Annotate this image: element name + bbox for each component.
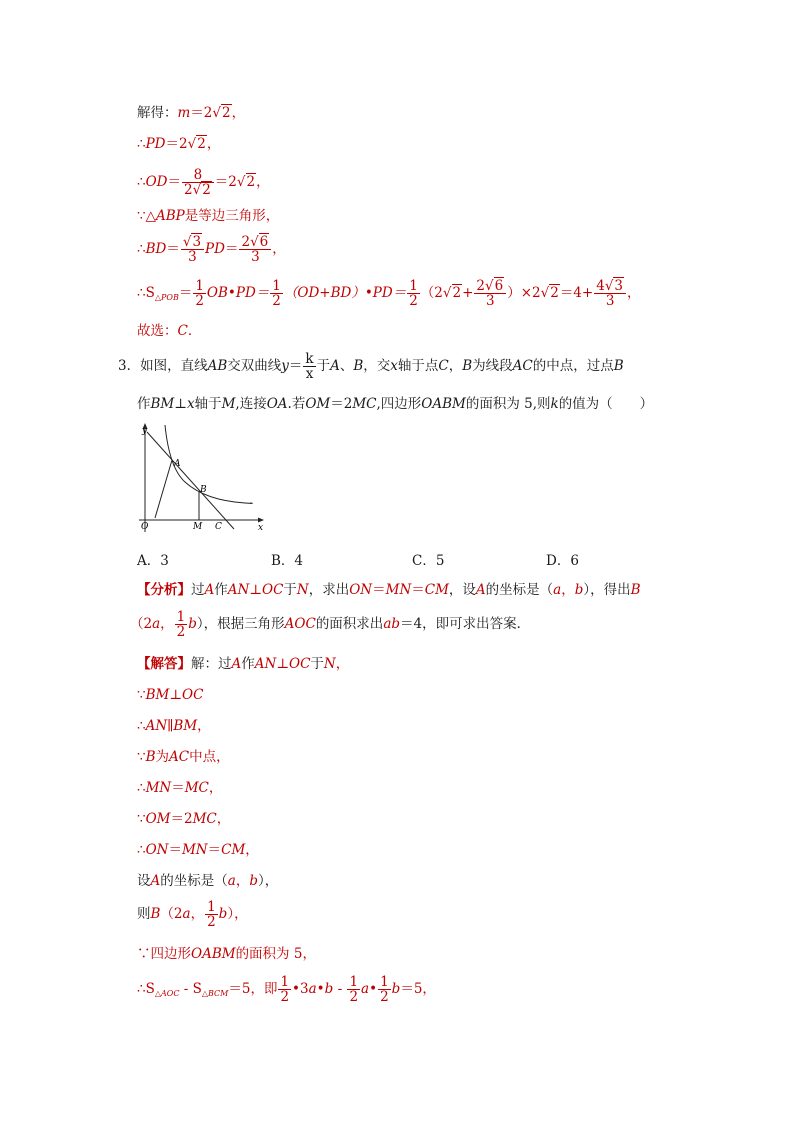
text: ,四边形	[376, 396, 422, 412]
text: ,连接	[235, 396, 267, 412]
var: AN	[227, 582, 250, 598]
text: （OD+BD）•PD＝	[283, 285, 407, 301]
answer-options	[137, 549, 697, 569]
numerator: 1	[349, 973, 359, 990]
solution-line-4	[137, 747, 230, 767]
text: ，	[208, 780, 223, 796]
fraction-half	[205, 900, 218, 929]
text: •	[369, 981, 378, 997]
text: 作	[214, 582, 228, 598]
prev-line-3	[137, 162, 270, 202]
var: MC	[192, 811, 217, 827]
prev-line-1	[137, 103, 245, 123]
answer-prefix: 故选：	[137, 323, 178, 339]
var: b	[218, 906, 228, 922]
var: MN	[145, 780, 172, 796]
solution-line-1	[137, 654, 349, 674]
text: 轴于	[194, 396, 222, 412]
radicand: 2	[197, 136, 206, 152]
text: ∵四边形	[137, 946, 191, 962]
var: ON	[145, 842, 169, 858]
denominator: 2	[349, 989, 359, 1005]
option-a[interactable]: A．3	[137, 553, 169, 569]
text: 的坐标是（	[485, 582, 554, 598]
solution-line-3	[137, 716, 211, 736]
text: 解：过	[191, 656, 232, 672]
var: OABM	[421, 396, 466, 412]
fraction-half	[407, 279, 420, 308]
option-d[interactable]: D．6	[546, 553, 579, 569]
text: ，	[335, 656, 350, 672]
numerator: 1	[207, 898, 216, 915]
text: 的面积求出	[315, 616, 384, 632]
text: ＝5，即	[228, 981, 278, 997]
text: ＝5，	[400, 981, 436, 997]
text: ），根据三角形	[196, 616, 285, 632]
var: B	[462, 358, 473, 374]
var: ON	[349, 582, 373, 598]
punct: ，	[272, 241, 286, 257]
text: ∵	[137, 749, 146, 765]
text: -	[333, 981, 347, 997]
var: CM	[424, 582, 449, 598]
text: ，求出	[308, 582, 350, 598]
var: ab	[383, 616, 401, 632]
var: b	[391, 981, 401, 997]
punct: ，	[206, 136, 221, 152]
punct: ．	[187, 323, 202, 339]
radicand: 2	[202, 182, 211, 198]
sqrt: √2	[212, 105, 231, 121]
text: ，	[160, 616, 174, 632]
solution-line-8	[137, 871, 278, 891]
analysis-line-1	[137, 580, 641, 600]
question-line-2	[137, 394, 653, 414]
text: ），得出	[583, 582, 631, 598]
text: ，	[245, 842, 259, 858]
var: a	[553, 582, 562, 598]
text: ∴S	[137, 981, 155, 997]
text: .若	[287, 396, 306, 412]
text: 的面积为 5,则	[465, 396, 551, 412]
var: A	[231, 656, 242, 672]
text: 作	[137, 396, 151, 412]
var: x	[186, 396, 195, 412]
denominator: 3	[251, 249, 260, 265]
var: N	[323, 656, 336, 672]
eq: ＝	[178, 285, 193, 301]
fraction	[594, 279, 626, 308]
therefore: ∴	[137, 136, 146, 152]
numerator: 1	[280, 973, 290, 990]
numerator	[594, 279, 626, 294]
var: MN	[385, 582, 412, 598]
var: MC	[184, 780, 209, 796]
var: A	[204, 582, 215, 598]
denominator: 3	[486, 293, 495, 309]
text: 作	[241, 656, 255, 672]
option-c[interactable]: C．5	[412, 553, 445, 569]
var: b	[574, 582, 584, 598]
var: a	[182, 906, 191, 922]
option-b[interactable]: B．4	[271, 553, 304, 569]
eq: ＝2	[165, 136, 188, 152]
punct: ，	[627, 285, 641, 301]
fraction	[239, 235, 271, 264]
text: 为	[155, 749, 170, 765]
denominator: 2	[195, 293, 204, 309]
var: AC	[512, 358, 533, 374]
text: 于	[316, 358, 331, 374]
eq: ＝2	[190, 105, 213, 121]
var-bd: BD	[145, 241, 167, 257]
text: ∵	[137, 687, 146, 703]
var: y	[281, 358, 289, 374]
text: 、	[339, 358, 354, 374]
text: 的值为（ ）	[558, 396, 654, 412]
denominator: 3	[188, 249, 197, 265]
numerator	[474, 279, 506, 294]
text: 过	[191, 582, 205, 598]
text: ∥	[167, 718, 174, 734]
numerator: k	[305, 350, 314, 367]
var: AB	[207, 358, 228, 374]
denominator: 2	[207, 914, 216, 930]
text: ∴	[137, 842, 146, 858]
sqrt: √6	[485, 277, 504, 294]
numerator	[181, 235, 204, 250]
text: ⊥	[249, 582, 263, 598]
eq: ＝	[166, 241, 180, 257]
var: MN	[181, 842, 208, 858]
sqrt: √3	[604, 277, 624, 294]
label-o: O	[141, 522, 149, 532]
text: ），	[257, 873, 279, 889]
radicand: 3	[614, 277, 624, 294]
var: b	[249, 873, 258, 889]
var: B	[630, 582, 641, 598]
den-coef: 2	[184, 182, 193, 198]
coef: 4	[596, 277, 605, 294]
fraction-half	[347, 975, 360, 1004]
fraction-half	[175, 610, 188, 639]
sqrt: √2	[236, 174, 256, 190]
because: ∵△	[137, 208, 156, 224]
therefore: ∴	[137, 241, 146, 257]
text: 于	[310, 656, 324, 672]
var: OC	[182, 687, 204, 703]
text: 轴于点	[397, 358, 439, 374]
var: b	[188, 616, 197, 632]
therefore-s: ∴S	[137, 285, 155, 301]
text: ，	[561, 582, 575, 598]
var-pd: PD	[145, 136, 166, 152]
text: ＝2	[170, 811, 193, 827]
text: ∵	[137, 811, 146, 827]
analysis-line-2	[130, 604, 530, 644]
text: 设	[137, 873, 151, 889]
text: ∴	[137, 718, 146, 734]
sqrt: √2	[192, 182, 211, 198]
var: BM	[150, 396, 175, 412]
var: N	[296, 582, 309, 598]
segment-oa	[155, 460, 172, 518]
solution-line-5	[137, 778, 222, 798]
var: B	[150, 906, 161, 922]
question-line-1	[118, 346, 624, 386]
denominator: x	[305, 366, 314, 382]
var: x	[390, 358, 398, 374]
var: AN	[254, 656, 277, 672]
numerator: 8	[182, 168, 214, 183]
label-y: y	[142, 426, 148, 436]
var: OM	[145, 811, 171, 827]
var: A	[330, 358, 340, 374]
var: a	[152, 616, 161, 632]
text: 交双曲线	[227, 358, 282, 374]
prev-line-2	[137, 134, 220, 154]
text: （2	[130, 616, 153, 632]
var: OC	[289, 656, 311, 672]
text: ＝	[207, 842, 222, 858]
text: ⊥	[276, 656, 290, 672]
text: （2	[420, 285, 443, 301]
subscript: △POB	[154, 293, 179, 302]
hyperbola-figure	[125, 420, 270, 535]
text: ），	[227, 906, 248, 922]
text: ，	[448, 358, 463, 374]
var: b	[324, 981, 334, 997]
label-b: B	[200, 485, 207, 495]
eq: ＝	[167, 174, 181, 190]
var: C	[438, 358, 449, 374]
numerator: 1	[176, 608, 186, 625]
fraction	[182, 168, 214, 197]
text: 于	[283, 582, 297, 598]
denominator: 2	[409, 293, 418, 309]
solution-line-7	[137, 840, 259, 860]
var: a	[361, 981, 370, 997]
eq: ＝	[224, 241, 239, 257]
fraction-k-over-x	[303, 352, 315, 381]
var: OA	[266, 396, 288, 412]
subscript: △AOC	[154, 989, 180, 998]
var: OABM	[191, 946, 236, 962]
text: ，	[235, 873, 250, 889]
label-c: C	[215, 522, 222, 532]
text: 的坐标是（	[160, 873, 228, 889]
prev-answer	[137, 321, 201, 341]
text: ＝4+	[559, 285, 594, 301]
text: 的面积为 5，	[235, 946, 316, 962]
text: •3	[292, 981, 309, 997]
var-pd: PD	[205, 241, 225, 257]
text: 为线段	[472, 358, 513, 374]
text: ＝2	[330, 396, 353, 412]
var: B	[145, 749, 156, 765]
fraction-half	[193, 279, 206, 308]
var: B	[353, 358, 364, 374]
fraction-half	[278, 975, 291, 1004]
var: AN	[145, 718, 168, 734]
denominator	[182, 183, 214, 197]
solution-line-9	[137, 894, 248, 934]
coef: 2	[476, 277, 485, 294]
text: ＝	[372, 582, 386, 598]
radicand: 6	[494, 277, 504, 294]
var: CM	[221, 842, 246, 858]
analysis-tag: 【分析】	[137, 582, 191, 598]
solution-line-2	[137, 685, 203, 705]
text: 中点，	[189, 749, 230, 765]
sqrt: √2	[540, 285, 559, 301]
var: OC	[262, 582, 284, 598]
solution-tag: 【解答】	[137, 656, 191, 672]
text: ⊥	[169, 687, 183, 703]
text: •	[316, 981, 325, 997]
solution-line-10	[137, 944, 316, 964]
text: ＝4，即可求出答案．	[400, 616, 531, 632]
therefore: ∴	[137, 174, 146, 190]
text: ，	[197, 718, 211, 734]
text: ＝	[171, 780, 185, 796]
radicand: 2	[246, 174, 256, 190]
punct: ，	[231, 105, 246, 121]
var: a	[227, 873, 236, 889]
denominator: 3	[605, 293, 615, 309]
fraction-half	[270, 279, 283, 308]
text: ＝	[168, 842, 182, 858]
radicand: 3	[192, 233, 202, 250]
denominator: 2	[280, 989, 290, 1005]
var-abp: ABP	[155, 208, 185, 224]
text: ∴	[137, 780, 146, 796]
var: A	[150, 873, 161, 889]
prev-line-1-prefix: 解得：	[137, 105, 178, 121]
subscript: △BCM	[201, 989, 229, 998]
text: 则	[137, 906, 151, 922]
solution-line-11	[137, 968, 436, 1015]
var: a	[308, 981, 317, 997]
prev-line-4	[137, 206, 279, 226]
var: B	[613, 358, 624, 374]
numerator: 1	[272, 277, 281, 294]
x-axis-arrow	[258, 518, 264, 523]
text: - S	[179, 981, 202, 997]
var: M	[221, 396, 236, 412]
label-m: M	[193, 522, 203, 532]
eq: ＝	[288, 358, 303, 374]
text: 如图，直线	[140, 358, 208, 374]
var-od: OD	[145, 174, 168, 190]
radicand: 2	[452, 285, 462, 301]
text: ⊥	[174, 396, 187, 412]
text: 是等边三角形，	[184, 208, 280, 224]
text: ，	[216, 811, 231, 827]
var: BM	[145, 687, 170, 703]
var: AC	[169, 749, 190, 765]
numerator: 1	[195, 277, 204, 294]
answer-choice: C	[177, 323, 188, 339]
plus: +	[462, 285, 474, 301]
radicand: 2	[550, 285, 559, 301]
var: BM	[173, 718, 198, 734]
var: k	[550, 396, 559, 412]
text: ，交	[363, 358, 391, 374]
label-a: A	[174, 459, 181, 469]
radicand: 6	[259, 233, 269, 250]
prev-line-6	[137, 272, 641, 319]
fraction-half	[378, 975, 391, 1004]
fraction	[474, 279, 506, 308]
text: ，设	[448, 582, 476, 598]
eq: ＝2	[214, 174, 237, 190]
text: ，	[190, 906, 205, 922]
var: A	[475, 582, 486, 598]
sqrt: √2	[442, 285, 462, 301]
numerator: 1	[380, 973, 389, 990]
sqrt: √6	[250, 233, 269, 250]
question-number: 3．	[118, 358, 141, 374]
text: （2	[160, 906, 183, 922]
solution-line-6	[137, 809, 230, 829]
text: OB•PD＝	[206, 285, 270, 301]
var: OM	[305, 396, 331, 412]
sqrt: √3	[182, 233, 202, 250]
denominator: 2	[380, 989, 389, 1005]
denominator: 2	[272, 293, 281, 309]
coef: 2	[241, 233, 251, 250]
prev-line-5	[137, 228, 286, 270]
fraction	[181, 235, 204, 264]
denominator: 2	[176, 624, 186, 640]
var-m: m	[177, 105, 191, 121]
text: ＝	[411, 582, 425, 598]
line-ab	[147, 432, 234, 529]
text: ）×2	[507, 285, 541, 301]
text: 的中点，过点	[532, 358, 614, 374]
sqrt: √2	[187, 136, 206, 152]
punct: ，	[256, 174, 270, 190]
label-x: x	[258, 523, 264, 533]
numerator	[239, 235, 271, 250]
radicand: 2	[222, 105, 231, 121]
numerator: 1	[409, 277, 418, 294]
var: AOC	[284, 616, 316, 632]
var: MC	[352, 396, 377, 412]
